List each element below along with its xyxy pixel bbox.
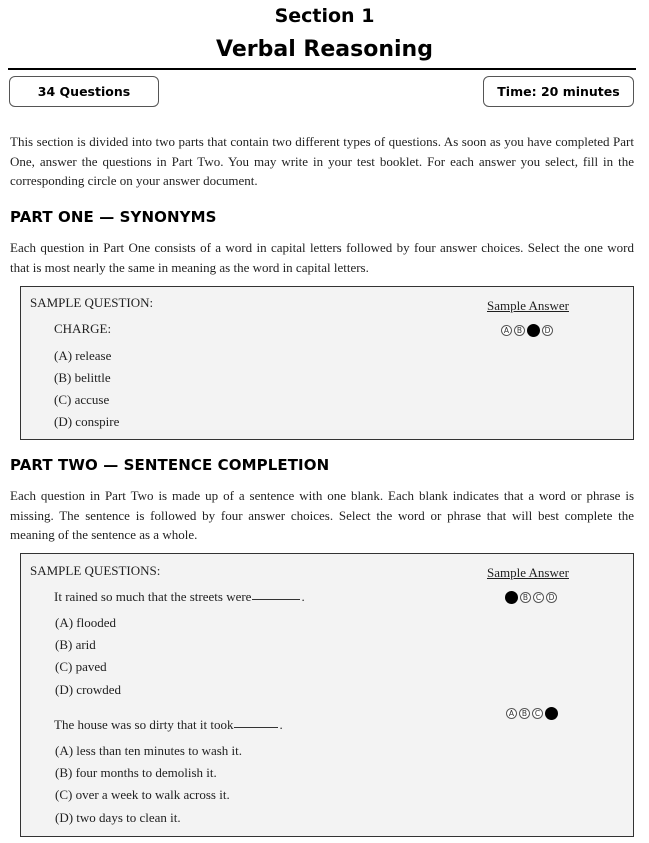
bubble-b-icon: B	[520, 592, 531, 603]
q1-choice-a: (A) flooded	[55, 615, 117, 630]
choice-a: (A) release	[54, 348, 112, 363]
bubble-d-icon: D	[542, 325, 553, 336]
part-one-instructions: Each question in Part One consists of a word in capital letters followed by four answer choices. Select the one word that is most nearly the same in meaning as the word in capital letters.	[10, 240, 634, 275]
bubble-d-icon: D	[546, 592, 557, 603]
bubble-a-icon: A	[506, 708, 517, 719]
part-one-heading: PART ONE — SYNONYMS	[10, 208, 217, 226]
answer-bubbles-q1	[505, 592, 557, 604]
q1-choice-d: (D) crowded	[55, 682, 122, 697]
bubble-b-icon: B	[519, 708, 530, 719]
sample-answer-label: Sample Answer	[487, 298, 569, 313]
choice-b: (B) belittle	[54, 370, 111, 385]
bubble-a-icon: A	[501, 325, 512, 336]
choice-c: (C) accuse	[54, 392, 110, 407]
q2-choice-a: (A) less than ten minutes to wash it.	[55, 743, 243, 758]
answer-bubbles	[501, 325, 553, 337]
page-title: Verbal Reasoning	[216, 37, 433, 62]
q2-choice-c: (C) over a week to walk across it.	[55, 787, 230, 802]
q1-choice-c: (C) paved	[55, 659, 107, 674]
answer-blank	[234, 727, 278, 728]
q1-choice-b: (B) arid	[55, 637, 96, 652]
question-word: CHARGE:	[54, 321, 112, 336]
bubble-b-icon: B	[514, 325, 525, 336]
sample-question-label: SAMPLE QUESTION:	[30, 295, 154, 310]
question-2-end: .	[279, 717, 283, 732]
bubble-c-icon: C	[532, 708, 543, 719]
sample-questions-label: SAMPLE QUESTIONS:	[30, 563, 161, 578]
question-2-stem	[54, 717, 283, 733]
q2-choice-d: (D) two days to clean it.	[55, 810, 181, 825]
question-1-end: .	[301, 589, 305, 604]
sample-answer-label: Sample Answer	[487, 565, 569, 580]
part-two-heading: PART TWO — SENTENCE COMPLETION	[10, 456, 330, 474]
intro-paragraph: This section is divided into two parts that contain two different types of questions. As soon as you have completed Part One, answer the questions in Part Two. You may write in your test booklet. For each answer you select, fill in the corresponding circle on your answer document.	[10, 134, 634, 188]
part-one-sample-box	[20, 286, 634, 440]
header-divider	[8, 68, 636, 70]
section-number: Section 1	[274, 5, 375, 27]
part-two-instructions: Each question in Part Two is made up of a sentence with one blank. Each blank indicates that a word or phrase is missing. The sentence is followed by four answer choices. Select the word or phrase that will best complete the meaning of the sentence as a whole.	[10, 488, 634, 542]
bubble-d-filled-icon	[545, 707, 558, 720]
questions-count-badge: 34 Questions	[9, 76, 159, 107]
time-limit-badge: Time: 20 minutes	[483, 76, 634, 107]
question-1-stem	[54, 589, 305, 605]
part-two-sample-box	[20, 553, 634, 837]
bubble-c-icon: C	[533, 592, 544, 603]
bubble-c-filled-icon	[527, 324, 540, 337]
question-1-text: It rained so much that the streets were	[54, 589, 252, 604]
question-2-text: The house was so dirty that it took	[54, 717, 234, 732]
q2-choice-b: (B) four months to demolish it.	[55, 765, 217, 780]
answer-bubbles-q2	[506, 708, 558, 720]
choice-d: (D) conspire	[54, 414, 120, 429]
bubble-a-filled-icon	[505, 591, 518, 604]
answer-blank	[252, 599, 300, 600]
